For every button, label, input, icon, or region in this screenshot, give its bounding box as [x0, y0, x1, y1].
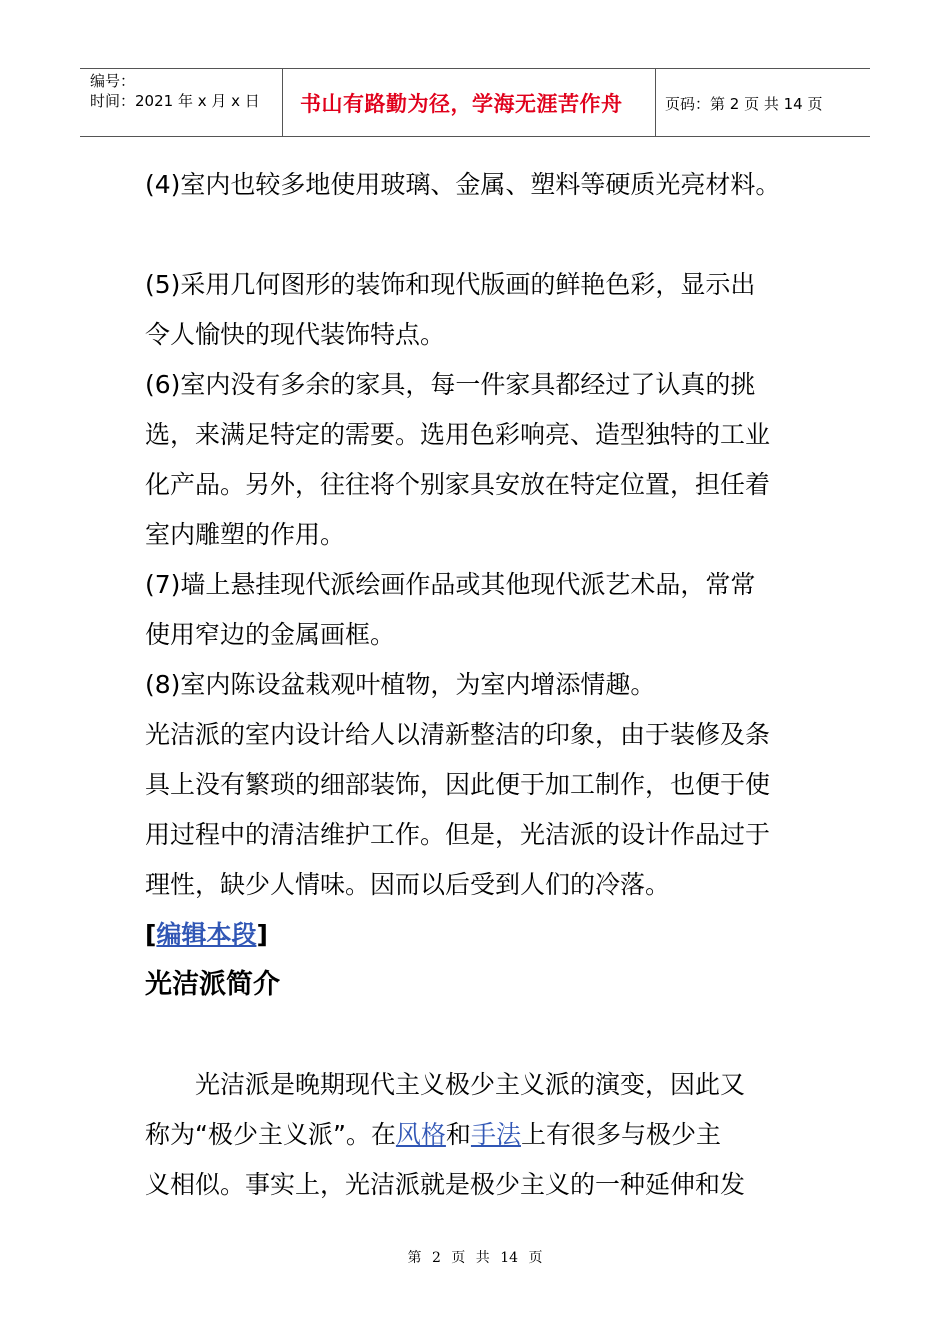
- spacer: [145, 1010, 825, 1060]
- item-6-line-1: (6)室内没有多余的家具，每一件家具都经过了认真的挑: [145, 370, 756, 399]
- edit-bracket-open: [: [145, 920, 157, 949]
- header-time-label: 时间：2021 年 x 月 x 日: [90, 92, 260, 110]
- spacer: [145, 210, 825, 260]
- edit-section-link[interactable]: 编辑本段: [156, 920, 257, 949]
- item-6-line-2: 选，来满足特定的需要。选用色彩响亮、造型独特的工业: [145, 420, 771, 449]
- item-6-line-3: 化产品。另外，往往将个别家具安放在特定位置，担任着: [145, 470, 771, 499]
- item-4: (4)室内也较多地使用玻璃、金属、塑料等硬质光亮材料。: [145, 170, 781, 199]
- header-divider-left: [282, 68, 283, 136]
- technique-link[interactable]: 手法: [470, 1120, 521, 1149]
- document-body: [145, 160, 825, 1210]
- intro-text-b: 和: [445, 1120, 471, 1149]
- intro-text-c: 上有很多与极少主: [520, 1120, 721, 1149]
- edit-bracket-close: ]: [256, 920, 268, 949]
- summary-line-2: 具上没有繁琐的细部装饰，因此便于加工制作，也便于使: [145, 770, 771, 799]
- edit-section-line: [145, 910, 825, 960]
- summary-line-4: 理性，缺少人情味。因而以后受到人们的冷落。: [145, 870, 671, 899]
- intro-line-3: 义相似。事实上，光洁派就是极少主义的一种延伸和发: [145, 1170, 746, 1199]
- item-5-line-1: (5)采用几何图形的装饰和现代版画的鲜艳色彩，显示出: [145, 270, 756, 299]
- item-5-line-2: 令人愉快的现代装饰特点。: [145, 320, 446, 349]
- summary-line-1: 光洁派的室内设计给人以清新整洁的印象，由于装修及条: [145, 720, 771, 749]
- page-footer: 第 2 页 共 14 页: [407, 1250, 543, 1266]
- header-motto: 书山有路勤为径，学海无涯苦作舟: [300, 92, 623, 116]
- item-7-line-2: 使用窄边的金属画框。: [145, 620, 396, 649]
- header-bottom-rule: [80, 136, 870, 137]
- intro-text-a: 称为“极少主义派”。在: [145, 1120, 396, 1149]
- header-page-code: 页码：第 2 页 共 14 页: [665, 95, 823, 113]
- section-title: 光洁派简介: [145, 969, 280, 1000]
- style-link[interactable]: 风格: [395, 1120, 446, 1149]
- header-top-rule: [80, 68, 870, 69]
- item-8: (8)室内陈设盆栽观叶植物，为室内增添情趣。: [145, 670, 656, 699]
- header-number-label: 编号：: [90, 72, 136, 90]
- intro-line-2: [145, 1110, 825, 1160]
- item-7-line-1: (7)墙上悬挂现代派绘画作品或其他现代派艺术品，常常: [145, 570, 756, 599]
- intro-line-1: 光洁派是晚期现代主义极少主义派的演变，因此又: [195, 1070, 746, 1099]
- summary-line-3: 用过程中的清洁维护工作。但是，光洁派的设计作品过于: [145, 820, 771, 849]
- item-6-line-4: 室内雕塑的作用。: [145, 520, 346, 549]
- header-divider-right: [655, 68, 656, 136]
